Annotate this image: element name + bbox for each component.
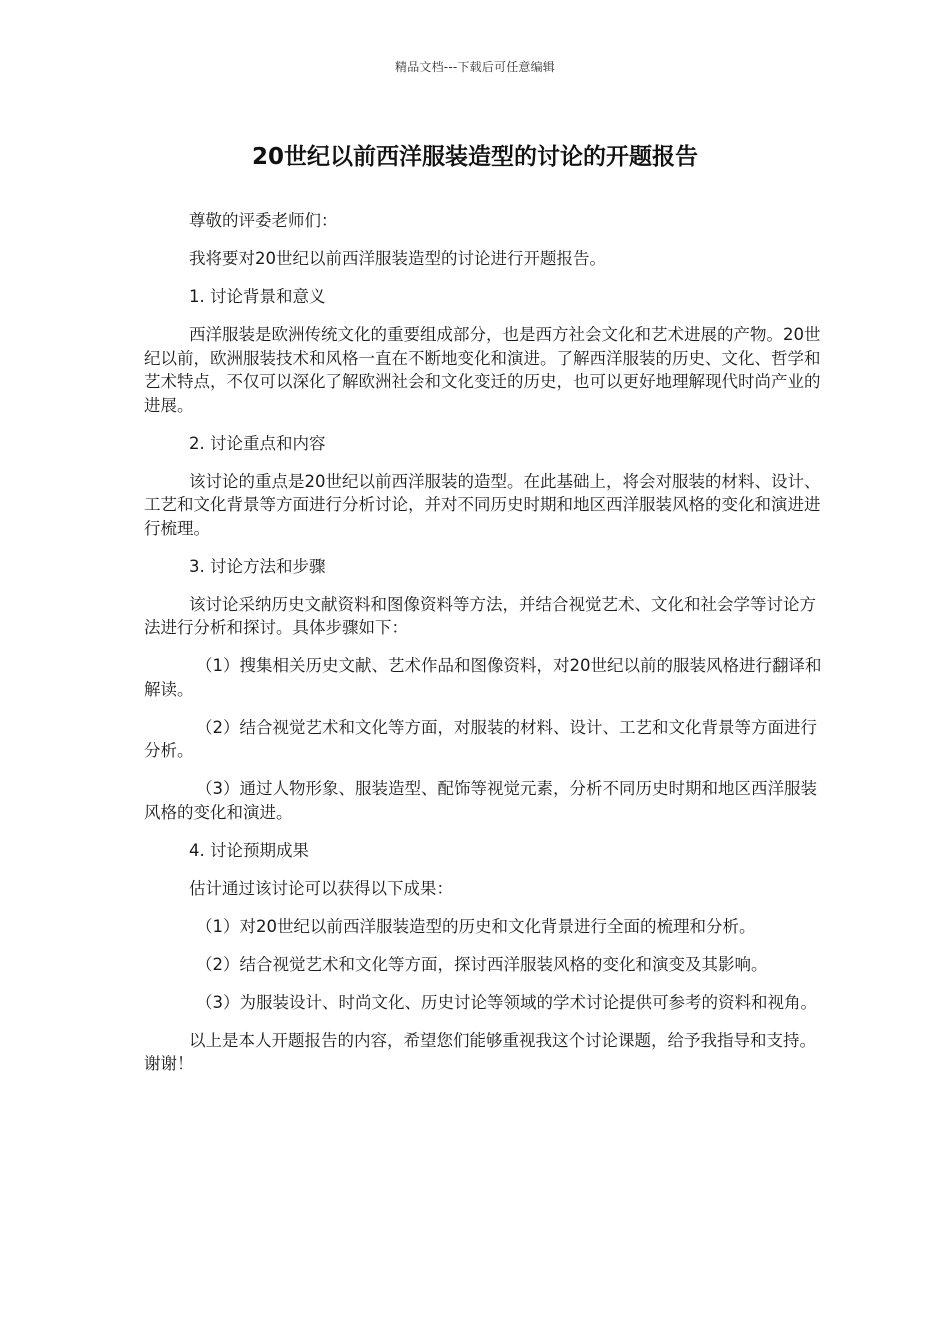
outcome-3: （3）为服装设计、时尚文化、历史讨论等领域的学术讨论提供可参考的资料和视角。	[196, 992, 817, 1012]
section-heading-focus: 2. 讨论重点和内容	[189, 433, 326, 453]
method-paragraph: 该讨论采纳历史文献资料和图像资料等方法，并结合视觉艺术、文化和社会学等讨论方法进行分析和探讨。具体步骤如下：	[144, 594, 816, 637]
outcome-1: （1）对20世纪以前西洋服装造型的历史和文化背景进行全面的梳理和分析。	[196, 916, 756, 936]
method-step-1: （1）搜集相关历史文献、艺术作品和图像资料，对20世纪以前的服装风格进行翻译和解读。	[144, 656, 822, 699]
section-heading-background: 1. 讨论背景和意义	[189, 287, 326, 306]
method-step-3: （3）通过人物形象、服装造型、配饰等视觉元素，分析不同历史时期和地区西洋服装风格的变化和演进。	[144, 779, 817, 822]
greeting: 尊敬的评委老师们：	[189, 211, 338, 230]
document-title: 20世纪以前西洋服装造型的讨论的开题报告	[251, 144, 698, 170]
background-paragraph: 西洋服装是欧洲传统文化的重要组成部分，也是西方社会文化和艺术进展的产物。20世纪以前，欧洲服装技术和风格一直在不断地变化和演进。了解西洋服装的历史、文化、哲学和艺术特点，不仅可以深化了解欧洲社会和文化变迁的历史，也可以更好地理解现代时尚产业的进展。	[144, 325, 821, 415]
intro-paragraph: 我将要对20世纪以前西洋服装造型的讨论进行开题报告。	[189, 249, 606, 268]
outcomes-intro: 估计通过该讨论可以获得以下成果：	[189, 878, 453, 898]
section-heading-method: 3. 讨论方法和步骤	[189, 556, 326, 576]
focus-paragraph: 该讨论的重点是20世纪以前西洋服装的造型。在此基础上，将会对服装的材料、设计、工艺和文化背景等方面进行分析讨论，并对不同历史时期和地区西洋服装风格的变化和演进进行梳理。	[144, 471, 821, 538]
header-note: 精品文档---下载后可任意编辑	[395, 60, 555, 74]
section-heading-outcomes: 4. 讨论预期成果	[189, 840, 309, 860]
document-body	[144, 209, 824, 1090]
closing-paragraph: 以上是本人开题报告的内容，希望您们能够重视我这个讨论课题，给予我指导和支持。谢谢！	[144, 1030, 816, 1073]
method-step-2: （2）结合视觉艺术和文化等方面，对服装的材料、设计、工艺和文化背景等方面进行分析。	[144, 717, 817, 760]
outcome-2: （2）结合视觉艺术和文化等方面，探讨西洋服装风格的变化和演变及其影响。	[196, 954, 768, 974]
